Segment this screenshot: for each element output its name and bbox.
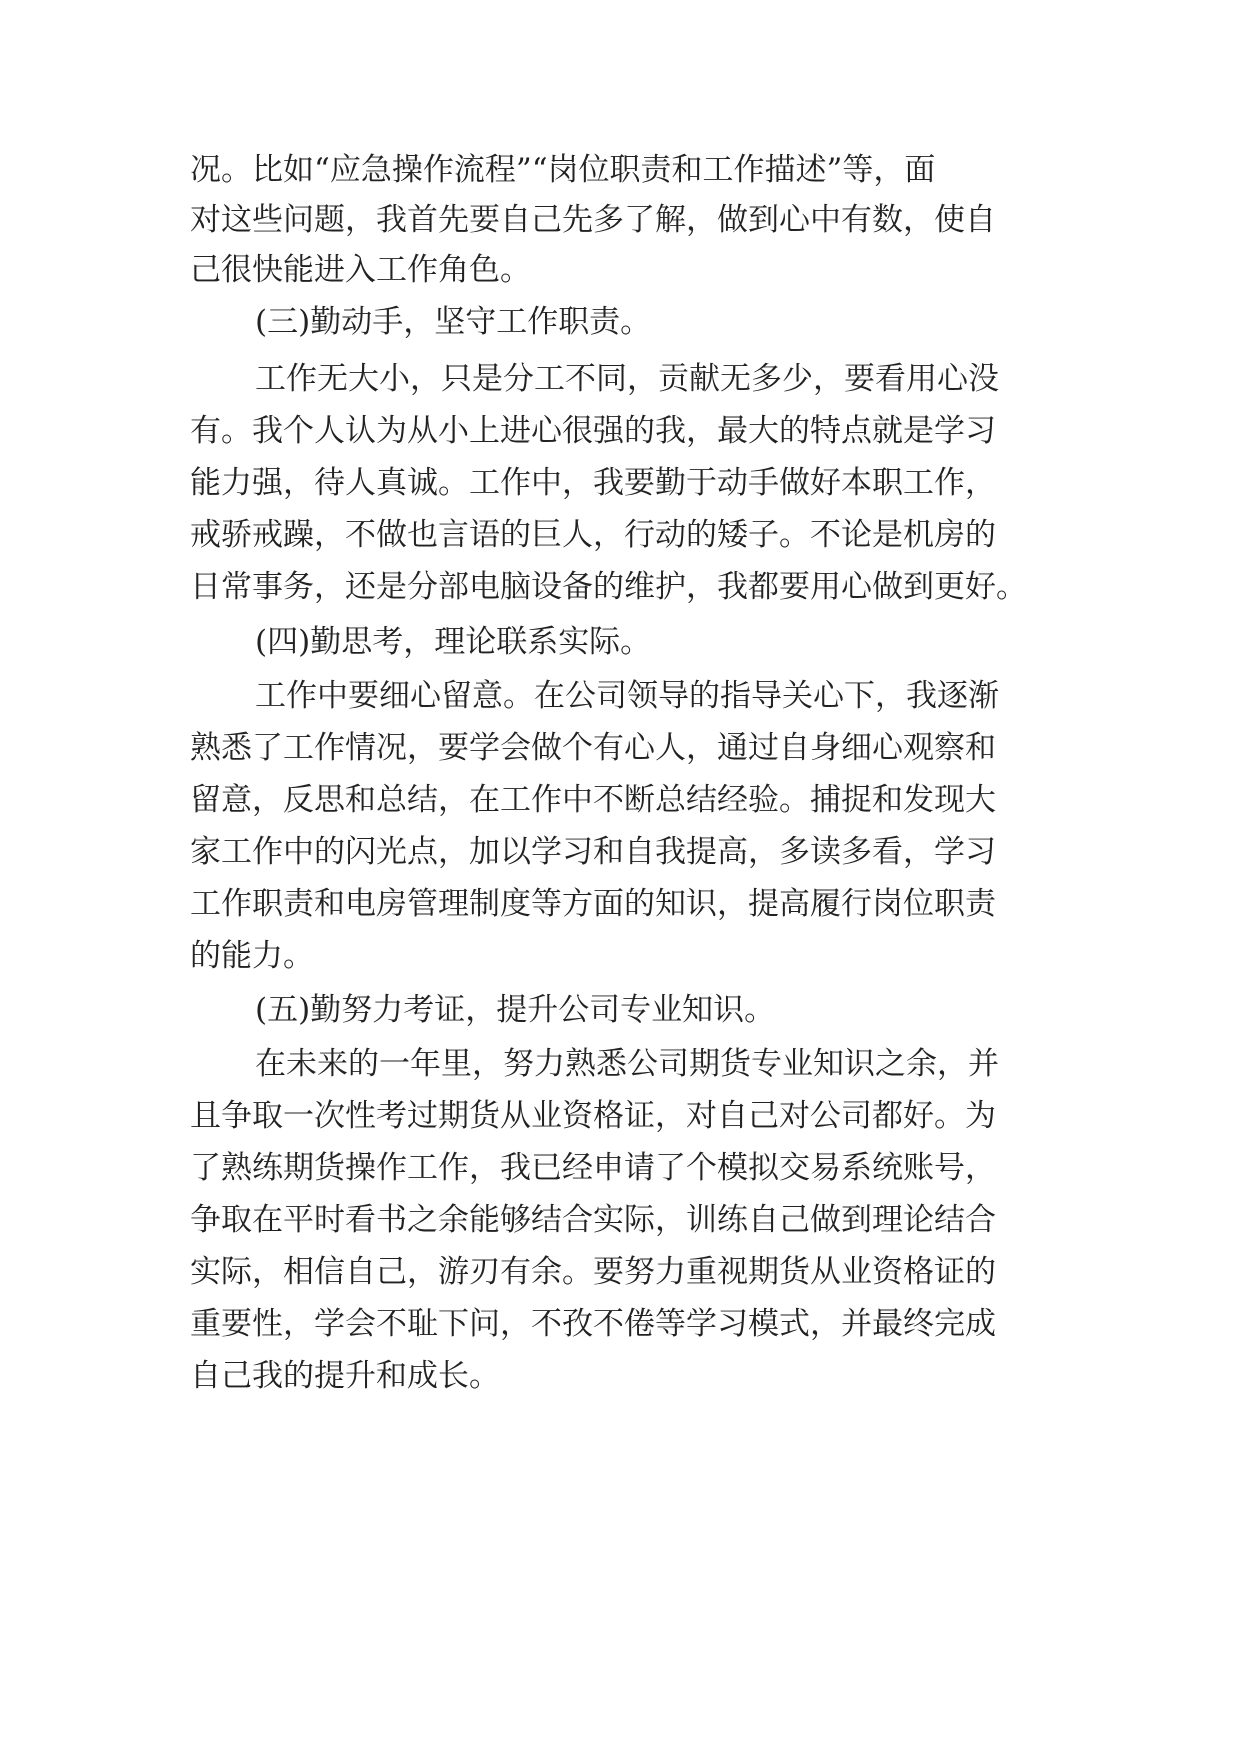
paragraph-line: 自己我的提升和成长。 (190, 1358, 500, 1394)
paragraph-line: 对这些问题，我首先要自己先多了解，做到心中有数，使自 (190, 202, 996, 238)
paragraph-line: 能力强，待人真诚。工作中，我要勤于动手做好本职工作， (190, 465, 996, 501)
section-heading-3: (三)勤动手，坚守工作职责。 (255, 304, 652, 340)
section-heading-4: (四)勤思考，理论联系实际。 (255, 624, 652, 660)
paragraph-line: 日常事务，还是分部电脑设备的维护，我都要用心做到更好。 (190, 569, 1027, 605)
paragraph-line: 有。我个人认为从小上进心很强的我，最大的特点就是学习 (190, 413, 996, 449)
paragraph-line: 且争取一次性考过期货从业资格证，对自己对公司都好。为 (190, 1098, 996, 1134)
paragraph-line: 实际，相信自己，游刃有余。要努力重视期货从业资格证的 (190, 1254, 996, 1290)
paragraph-line: 重要性，学会不耻下问，不孜不倦等学习模式，并最终完成 (190, 1306, 996, 1342)
paragraph-line: 工作中要细心留意。在公司领导的指导关心下，我逐渐 (255, 678, 999, 714)
paragraph-line: 工作职责和电房管理制度等方面的知识，提高履行岗位职责 (190, 886, 996, 922)
paragraph-line: 留意，反思和总结，在工作中不断总结经验。捕捉和发现大 (190, 782, 996, 818)
paragraph-line: 的能力。 (190, 938, 314, 974)
paragraph-line: 况。比如“应急操作流程”“岗位职责和工作描述”等，面 (190, 152, 936, 188)
paragraph-line: 戒骄戒躁，不做也言语的巨人，行动的矮子。不论是机房的 (190, 517, 996, 553)
paragraph-line: 争取在平时看书之余能够结合实际，训练自己做到理论结合 (190, 1202, 996, 1238)
paragraph-line: 工作无大小，只是分工不同，贡献无多少，要看用心没 (255, 361, 999, 397)
paragraph-line: 熟悉了工作情况，要学会做个有心人，通过自身细心观察和 (190, 730, 996, 766)
paragraph-line: 家工作中的闪光点，加以学习和自我提高，多读多看，学习 (190, 834, 996, 870)
paragraph-line: 己很快能进入工作角色。 (190, 252, 531, 288)
paragraph-line: 了熟练期货操作工作，我已经申请了个模拟交易系统账号， (190, 1150, 996, 1186)
paragraph-line: 在未来的一年里，努力熟悉公司期货专业知识之余，并 (255, 1046, 999, 1082)
section-heading-5: (五)勤努力考证，提升公司专业知识。 (255, 992, 776, 1028)
